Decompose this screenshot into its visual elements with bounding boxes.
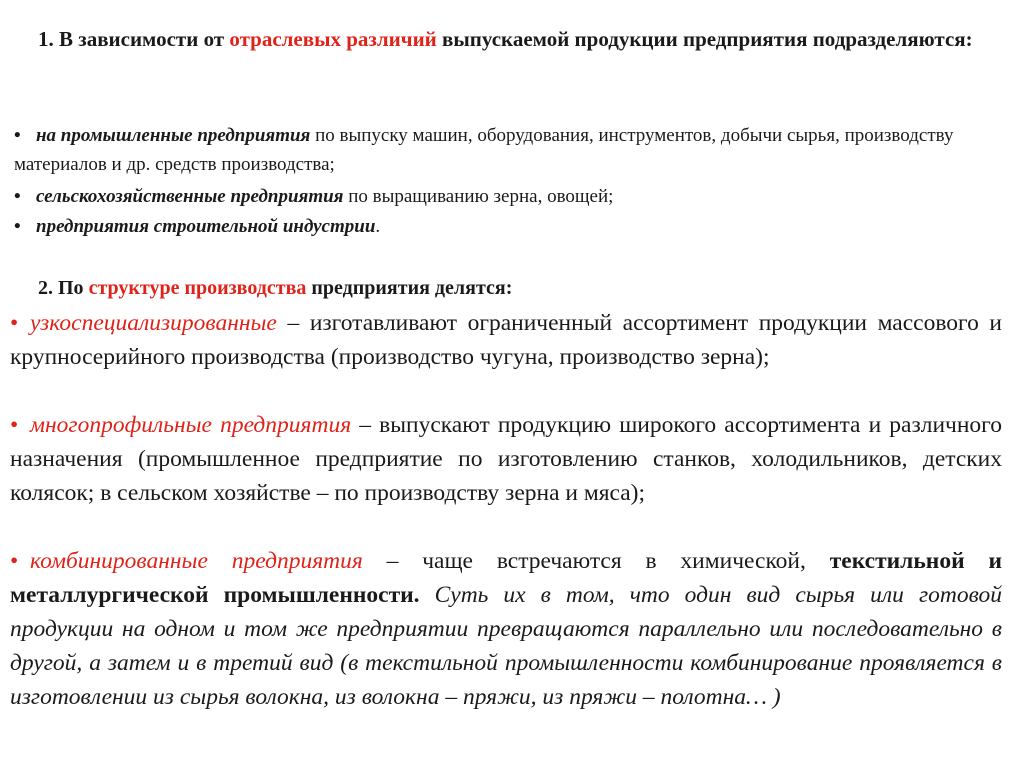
section-2-item-3-text: – чаще встречаются в химической, — [362, 548, 830, 574]
bullet-icon: • — [14, 216, 21, 237]
section-1-item-2 — [0, 182, 1024, 211]
section-2-item-2-text: – выпускают продукцию широкого ассортимента и различного назначения (промышленное предприятие по изготовлению станков, холодильников, детских колясок; в сельском хозяйстве – по производству зерна и мяса); — [10, 412, 1002, 506]
bullet-icon: • — [14, 186, 21, 207]
section-1-item-1 — [0, 121, 1024, 179]
section-2-item-1-text: – изготавливают ограниченный ассортимент продукции массового и крупносерийного производства (производство чугуна, производство зерна); — [10, 310, 1002, 370]
section-1-item-3 — [0, 212, 1024, 241]
section-2-heading-highlight: структуре производства — [88, 277, 307, 299]
section-1-item-1-text: по выпуску машин, оборудования, инструментов, добычи сырья, производству материалов и др. средств производства; — [14, 125, 954, 175]
bullet-icon: • — [14, 125, 21, 146]
section-1-item-3-text: . — [375, 216, 381, 237]
section-2-item-2-term: многопрофильные предприятия — [30, 412, 352, 438]
section-1-item-2-term: сельскохозяйственные предприятия — [36, 186, 344, 207]
section-1-item-2-text: по выращиванию зерна, овощей; — [343, 186, 614, 207]
section-1-item-1-term: на промышленные предприятия — [36, 125, 311, 146]
section-1-heading-highlight: отраслевых различий — [229, 27, 437, 51]
bullet-icon: • — [10, 412, 19, 438]
section-2-heading-rest: предприятия делятся: — [306, 277, 513, 299]
section-2-item-1-term: узкоспециализированные — [30, 310, 277, 336]
section-1-heading — [0, 25, 1024, 54]
section-2-heading — [0, 274, 1024, 302]
section-2-item-3-note: Суть их в том, что один вид сырья или готовой продукции на одном и том же предприятии превращаются параллельно или последовательно в другой, а затем и в третий вид (в текстильной промышленности комбинирование проявляется в изготовлении из сырья волокна, из волокна – пряжи, из пряжи – полотна… ) — [10, 582, 1002, 710]
section-1-heading-prefix: 1. В зависимости от — [38, 27, 230, 51]
section-1-heading-rest: выпускаемой продукции предприятия подразделяются: — [436, 27, 973, 51]
section-2-item-2 — [0, 408, 1024, 510]
section-2-item-3 — [0, 544, 1024, 714]
section-2-item-1 — [0, 306, 1024, 374]
section-1-item-3-term: предприятия строительной индустрии — [36, 216, 376, 237]
section-2-heading-prefix: 2. По — [38, 277, 89, 299]
section-2-item-3-text-bold: текстильной и металлургической промышленности. — [10, 548, 1002, 608]
bullet-icon: • — [10, 310, 19, 336]
bullet-icon: • — [10, 548, 19, 574]
section-2-item-3-term: комбинированные предприятия — [30, 548, 363, 574]
